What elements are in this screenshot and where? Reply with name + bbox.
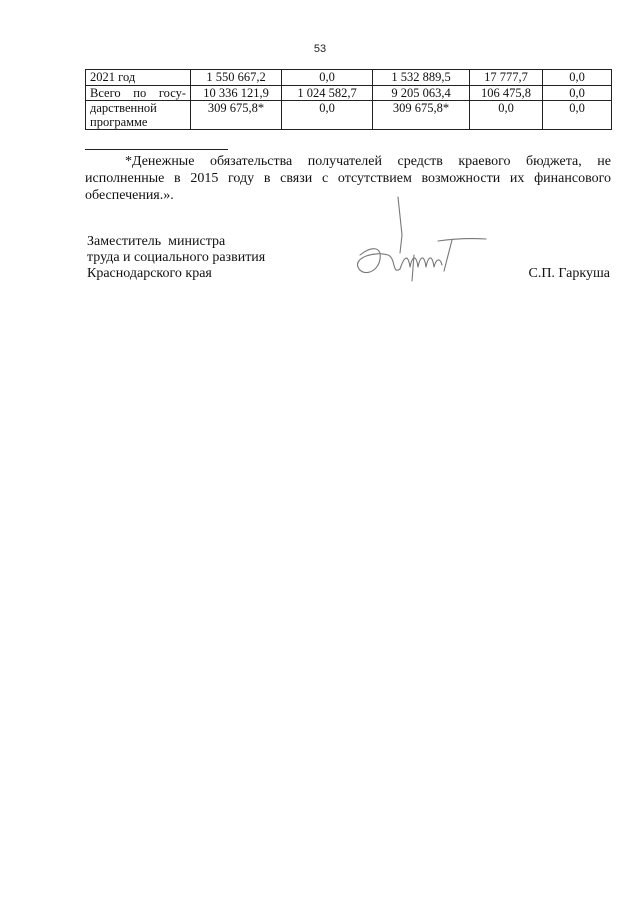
table-row-2021 [86, 70, 612, 86]
position-line-3: Краснодарского края [87, 266, 212, 281]
row-label: Всего по госу- [86, 86, 191, 101]
table-cell: 0,0 [470, 101, 543, 130]
handwritten-signature [340, 195, 500, 290]
page-number: 53 [313, 43, 327, 55]
position-line-1: Заместитель министра [87, 234, 226, 249]
row-label: дарственной программе [86, 101, 191, 130]
table-cell: 17 777,7 [470, 70, 543, 86]
table-cell: 1 024 582,7 [282, 86, 373, 101]
table-cell: 1 550 667,2 [191, 70, 282, 86]
table-cell: 0,0 [282, 70, 373, 86]
table-cell: 309 675,8* [373, 101, 470, 130]
table-cell: 0,0 [543, 101, 612, 130]
table-cell: 9 205 063,4 [373, 86, 470, 101]
position-line-2: труда и социального развития [87, 250, 266, 265]
table-cell: 309 675,8* [191, 101, 282, 130]
row-label: 2021 год [86, 70, 191, 86]
table-cell: 0,0 [543, 70, 612, 86]
table-cell: 106 475,8 [470, 86, 543, 101]
table-cell: 0,0 [543, 86, 612, 101]
table-row-total [86, 86, 612, 101]
footnote-divider [85, 149, 228, 150]
signatory-name: С.П. Гаркуша [528, 266, 610, 281]
footnote-text: *Денежные обязательства получателей средств краевого бюджета, не исполненные в 2015 году в связи с отсутствием возможности их финансового обеспечения.». [85, 154, 611, 203]
signatory-position [87, 234, 265, 282]
table-cell: 0,0 [282, 101, 373, 130]
table-cell: 1 532 889,5 [373, 70, 470, 86]
budget-table [85, 69, 612, 130]
table-row-total-continued [86, 101, 612, 130]
table-cell: 10 336 121,9 [191, 86, 282, 101]
